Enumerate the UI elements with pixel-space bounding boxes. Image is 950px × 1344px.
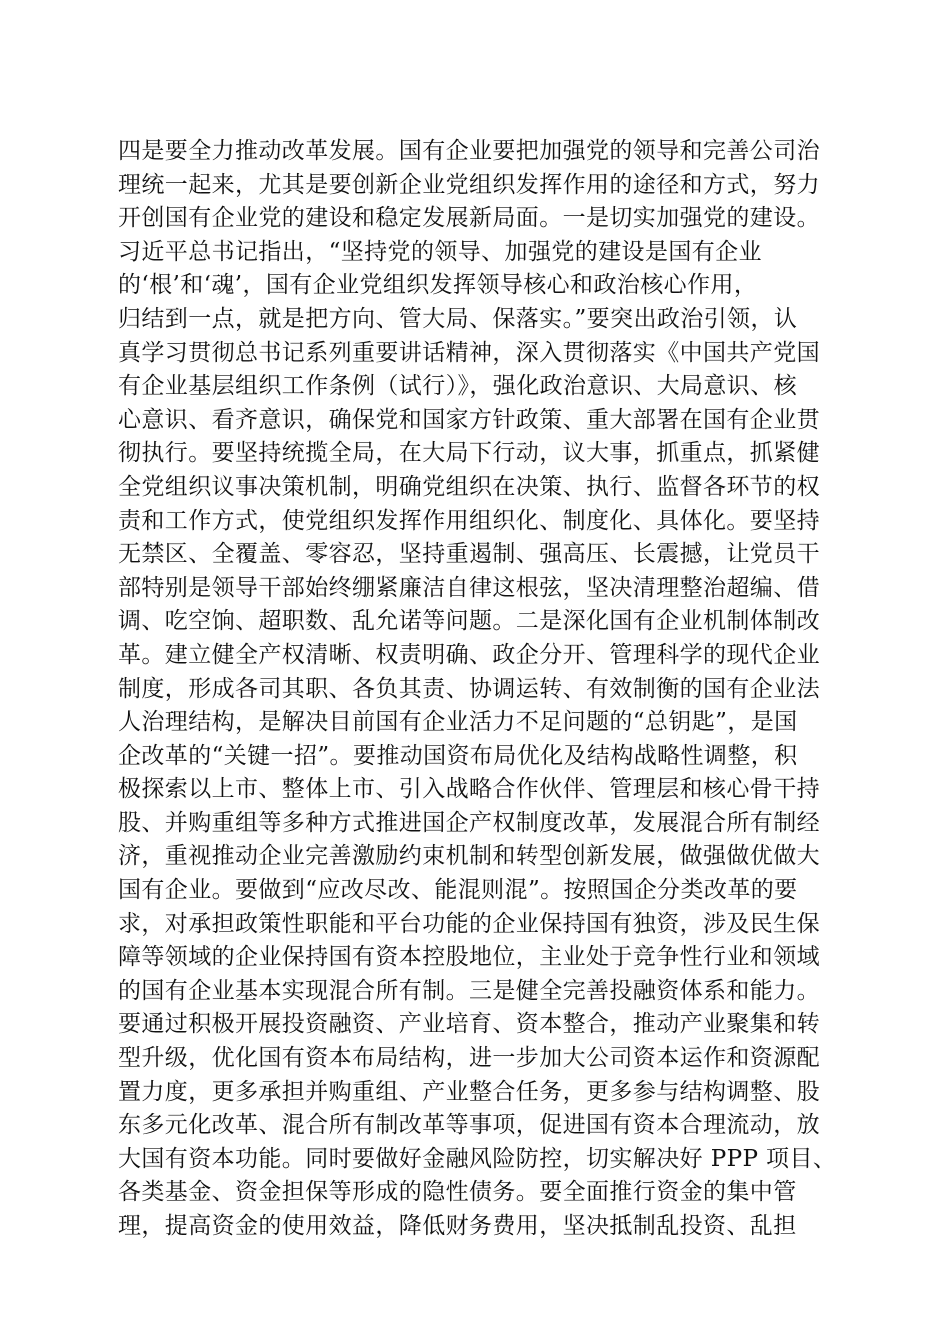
- text-line-18: 人治理结构，是解决目前国有企业活力不足问题的“总钥匙”，是国: [118, 709, 798, 736]
- text-line-32: 各类基金、资金担保等形成的隐性债务。要全面推行资金的集中管: [118, 1179, 797, 1206]
- text-line-17: 制度，形成各司其职、各负其责、协调运转、有效制衡的国有企业法: [118, 675, 820, 702]
- text-line-22: 济，重视推动企业完善激励约束机制和转型创新发展，做强做优做大: [118, 843, 820, 870]
- body-text: [118, 135, 848, 1244]
- text-line-4: 习近平总书记指出，“坚持党的领导、加强党的建设是国有企业: [118, 238, 762, 265]
- text-line-6: 归结到一点，就是把方向、管大局、保落实。”要突出政治引领，认: [118, 305, 798, 332]
- text-line-5: 的‘根’和‘魂’，国有企业党组织发挥领导核心和政治核心作用，: [118, 272, 758, 299]
- text-line-21: 股、并购重组等多种方式推进国企产权制度改革，发展混合所有制经: [118, 809, 820, 836]
- text-line-16: 革。建立健全产权清晰、权责明确、政企分开、管理科学的现代企业: [118, 641, 820, 668]
- text-line-29: 置力度，更多承担并购重组、产业整合任务，更多参与结构调整、股: [118, 1078, 820, 1105]
- text-line-20: 极探索以上市、整体上市、引入战略合作伙伴、管理层和核心骨干持: [118, 776, 820, 803]
- text-line-7: 真学习贯彻总书记系列重要讲话精神，深入贯彻落实《中国共产党国: [118, 339, 820, 366]
- text-line-9: 心意识、看齐意识，确保党和国家方针政策、重大部署在国有企业贯: [118, 406, 820, 433]
- text-line-25: 障等领域的企业保持国有资本控股地位，主业处于竞争性行业和领域: [118, 944, 820, 971]
- text-line-19: 企改革的“关键一招”。要推动国资布局优化及结构战略性调整，积: [118, 742, 798, 769]
- text-line-15: 调、吃空饷、超职数、乱允诺等问题。二是深化国有企业机制体制改: [118, 608, 820, 635]
- text-line-8: 有企业基层组织工作条例（试行）》，强化政治意识、大局意识、核: [118, 373, 797, 400]
- text-line-31: 大国有资本功能。同时要做好金融风险防控，切实解决好 PPP 项目、: [118, 1145, 837, 1172]
- text-line-11: 全党组织议事决策机制，明确党组织在决策、执行、监督各环节的权: [118, 473, 820, 500]
- text-line-13: 无禁区、全覆盖、零容忍，坚持重遏制、强高压、长震撼，让党员干: [118, 541, 820, 568]
- text-line-1: 四是要全力推动改革发展。国有企业要把加强党的领导和完善公司治: [118, 138, 820, 164]
- text-line-24: 求，对承担政策性职能和平台功能的企业保持国有独资，涉及民生保: [118, 910, 820, 937]
- text-line-14: 部特别是领导干部始终绷紧廉洁自律这根弦，坚决清理整治超编、借: [118, 574, 820, 601]
- text-line-28: 型升级，优化国有资本布局结构，进一步加大公司资本运作和资源配: [118, 1045, 820, 1072]
- text-line-12: 责和工作方式，使党组织发挥作用组织化、制度化、具体化。要坚持: [118, 507, 820, 534]
- text-line-3: 开创国有企业党的建设和稳定发展新局面。一是切实加强党的建设。: [118, 205, 820, 232]
- text-line-10: 彻执行。要坚持统揽全局，在大局下行动，议大事，抓重点，抓紧健: [118, 440, 820, 467]
- text-line-33: 理，提高资金的使用效益，降低财务费用，坚决抵制乱投资、乱担: [118, 1213, 797, 1239]
- text-line-30: 东多元化改革、混合所有制改革等事项，促进国有资本合理流动，放: [118, 1112, 820, 1139]
- text-line-26: 的国有企业基本实现混合所有制。三是健全完善投融资体系和能力。: [118, 977, 820, 1004]
- text-line-27: 要通过积极开展投资融资、产业培育、资本整合，推动产业聚集和转: [118, 1011, 820, 1038]
- text-line-2: 理统一起来，尤其是要创新企业党组织发挥作用的途径和方式，努力: [118, 171, 820, 198]
- text-line-23: 国有企业。要做到“应改尽改、能混则混”。按照国企分类改革的要: [118, 877, 798, 904]
